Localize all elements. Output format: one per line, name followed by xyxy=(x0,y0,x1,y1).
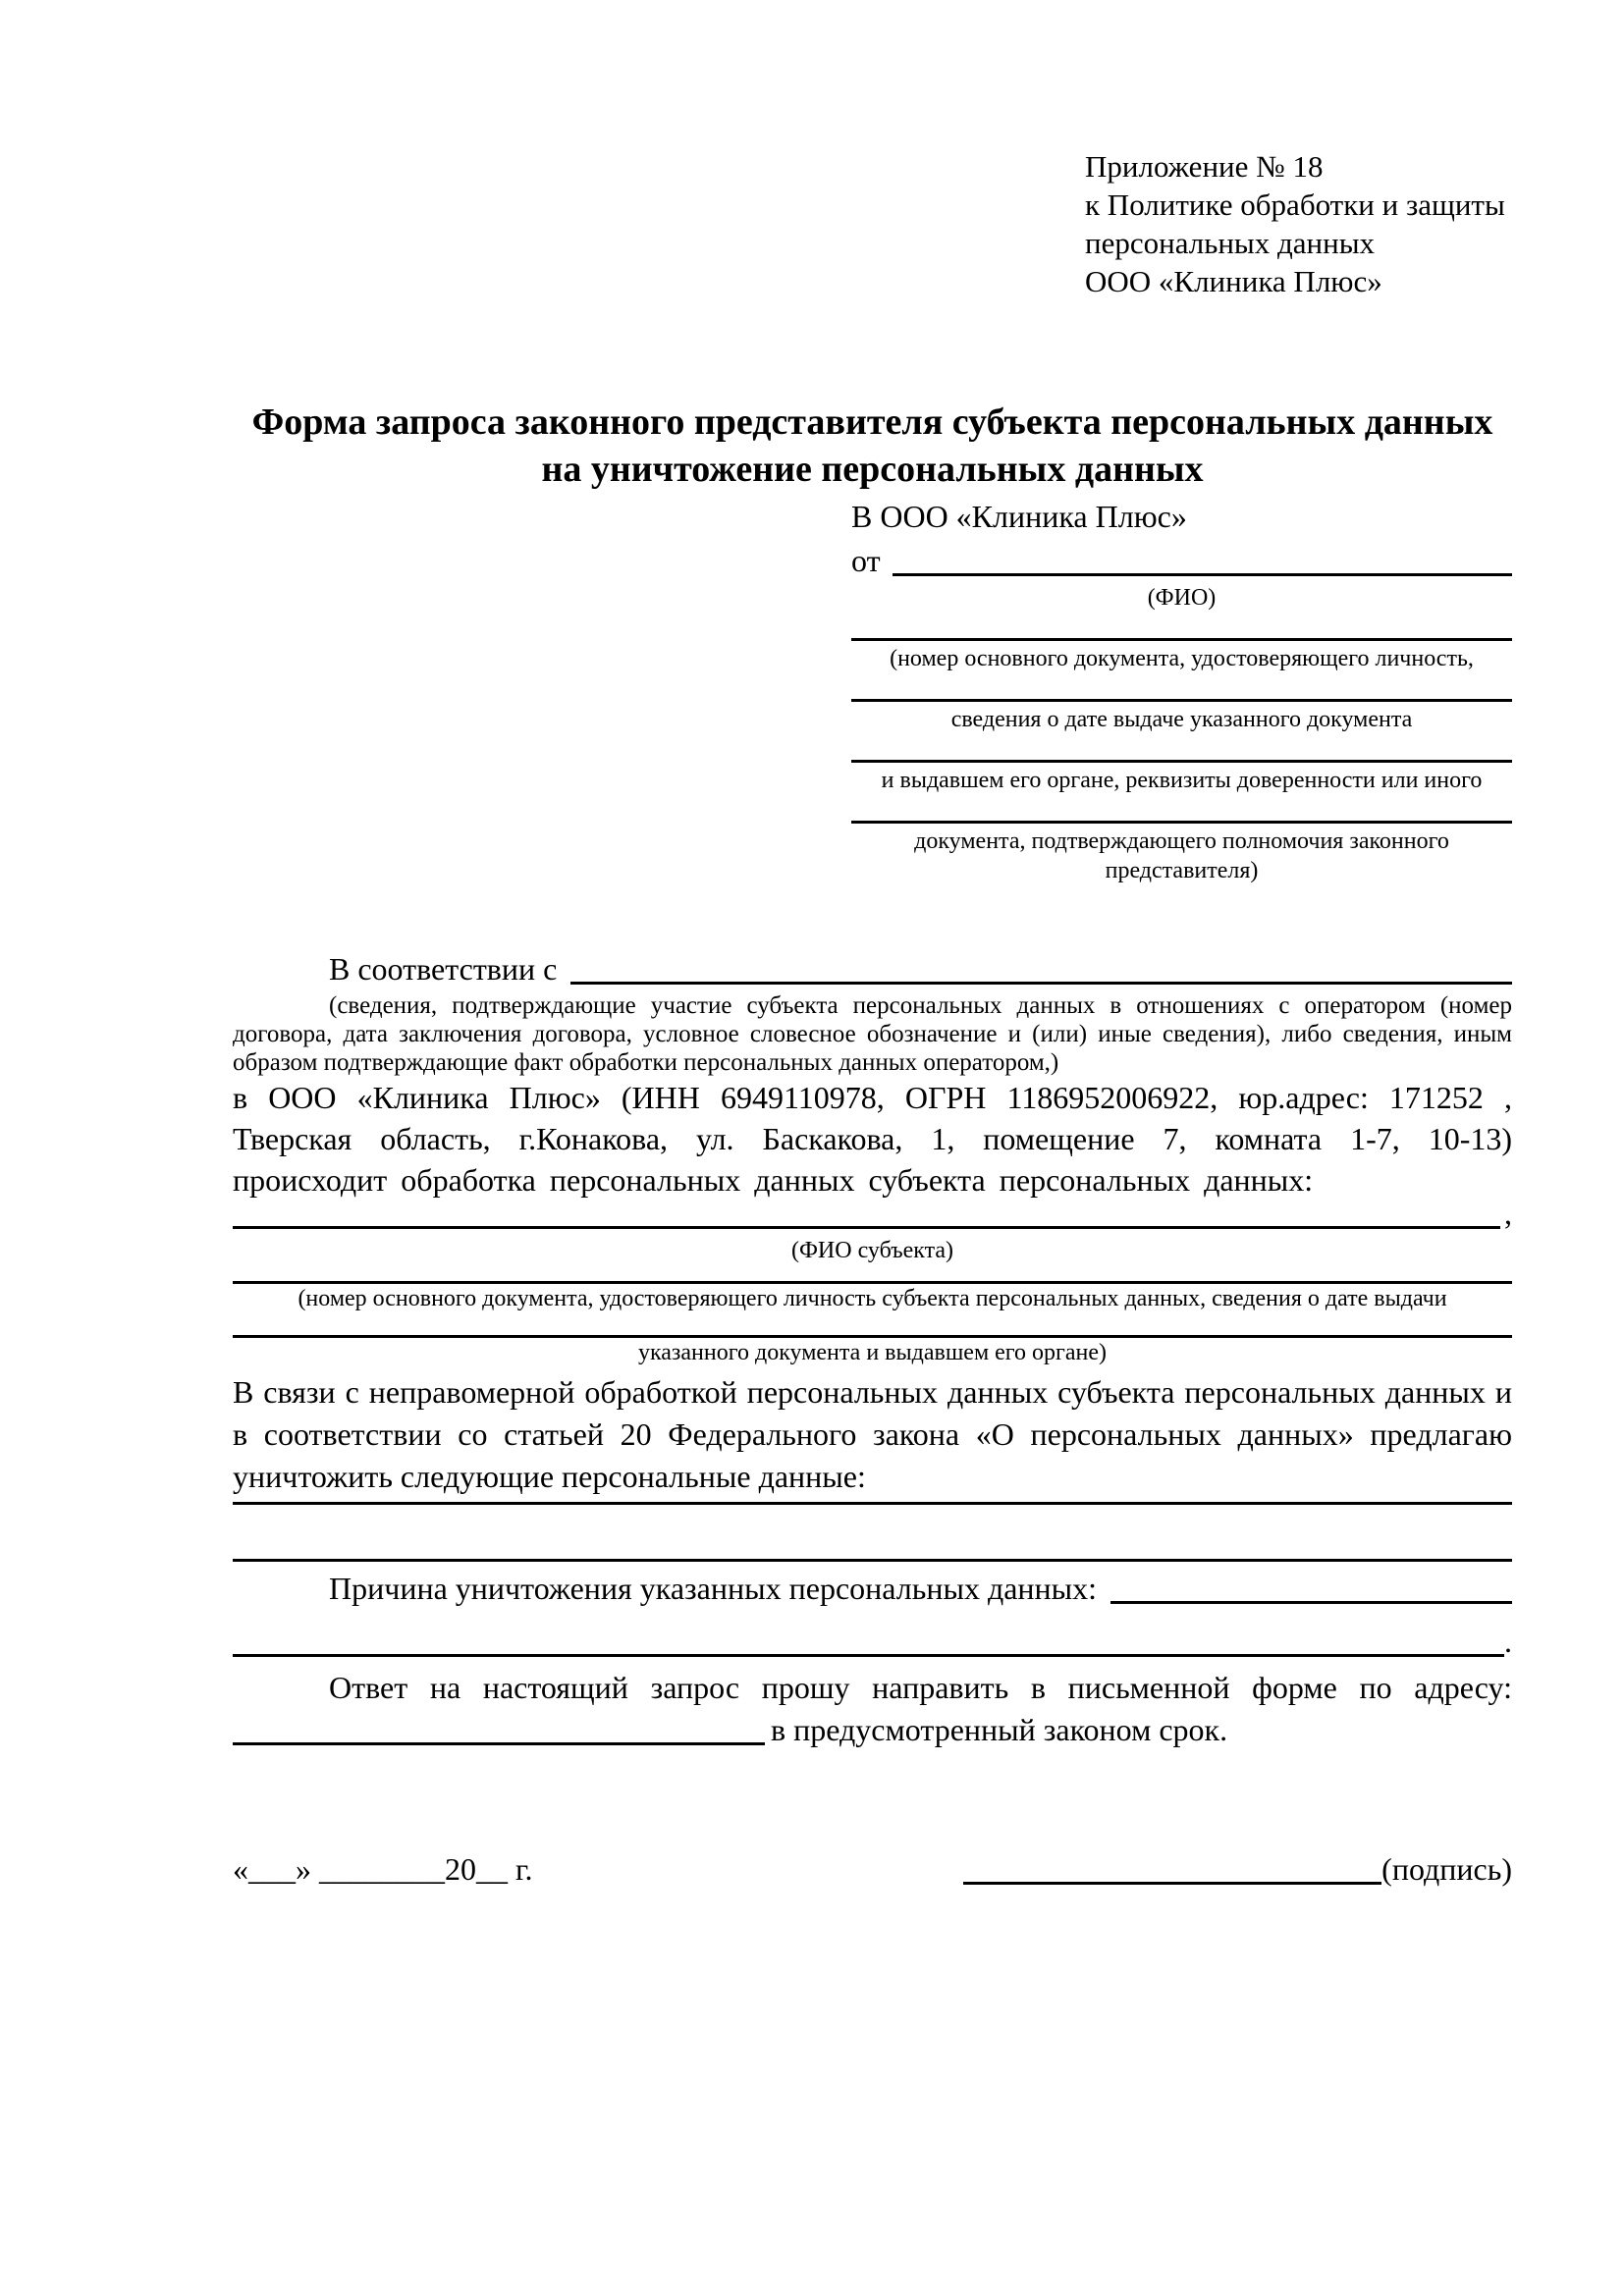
signature-field xyxy=(963,1848,1512,1892)
representative-doc-blank-4[interactable] xyxy=(851,821,1512,824)
reason-label: Причина уничтожения указанных персональных данных: xyxy=(329,1571,1098,1607)
signature-blank[interactable] xyxy=(963,1882,1381,1885)
field-caption: (номер основного документа, удостоверяющего личность, xyxy=(890,646,1474,671)
representative-doc-field xyxy=(851,760,1512,795)
accordance-blank[interactable] xyxy=(570,982,1512,985)
page-title-line-2: на уничтожение персональных данных xyxy=(541,449,1204,490)
reason-blank-2[interactable] xyxy=(233,1654,1504,1657)
representative-doc-field xyxy=(851,638,1512,673)
reason-continuation-row xyxy=(233,1621,1512,1664)
subject-fio-blank[interactable] xyxy=(233,1226,1500,1229)
page-title-line-1: Форма запроса законного представителя субъекта персональных данных xyxy=(251,401,1493,443)
field-caption: сведения о дате выдаче указанного документа xyxy=(950,707,1413,732)
response-address-row xyxy=(233,1709,1512,1752)
response-paragraph: Ответ на настоящий запрос прошу направить в письменной форме по адресу: xyxy=(329,1670,1512,1705)
addressee-to: В ООО «Клиника Плюс» xyxy=(851,499,1187,534)
subject-fio-row xyxy=(233,1196,1512,1236)
from-label: от xyxy=(851,543,881,579)
from-row xyxy=(851,538,1512,583)
page-title xyxy=(233,399,1512,493)
signature-row xyxy=(233,1846,1512,1892)
operator-paragraph: в ООО «Клиника Плюс» (ИНН 6949110978, ОГРН 1186952006922, юр.адрес: 171252 , Тверская область, г.Конакова, ул. Баскакова, 1, помещение 7, комната 1-7, 10-13) происходит обработка персональных данных субъекта персональных данных: xyxy=(233,1080,1512,1198)
signature-caption: (подпись) xyxy=(1381,1851,1512,1888)
accordance-row xyxy=(233,948,1512,991)
reason-blank-1[interactable] xyxy=(1110,1601,1512,1604)
data-to-destroy-blank-1[interactable] xyxy=(233,1502,1512,1505)
accordance-note: (сведения, подтверждающие участие субъекта персональных данных в отношениях с оператором (номер договора, дата заключения договора, условное словесное обозначение и (или) иные сведения), либо сведения, иным образом подтверждающие факт обработки персональных данных оператором,) xyxy=(233,992,1512,1076)
subject-fio-comma: , xyxy=(1504,1196,1512,1232)
appendix-line: персональных данных xyxy=(1085,226,1376,260)
date-field[interactable]: «___» ________20__ г. xyxy=(233,1851,533,1888)
appendix-line: ООО «Клиника Плюс» xyxy=(1085,264,1382,298)
representative-doc-blank-1[interactable] xyxy=(851,638,1512,641)
subject-doc-caption-1: (номер основного документа, удостоверяющего личность субъекта персональных данных, сведения о дате выдачи xyxy=(298,1286,1447,1311)
response-suffix: в предусмотренный законом срок. xyxy=(771,1712,1228,1748)
reason-terminator: . xyxy=(1504,1624,1512,1660)
addressee-block xyxy=(851,495,1512,885)
subject-fio-caption: (ФИО субъекта) xyxy=(790,1238,954,1263)
representative-fio-blank[interactable] xyxy=(893,573,1512,576)
reason-row xyxy=(233,1568,1512,1611)
representative-doc-field xyxy=(851,699,1512,734)
appendix-block xyxy=(1085,147,1512,300)
representative-doc-blank-2[interactable] xyxy=(851,699,1512,702)
appendix-line: к Политике обработки и защиты xyxy=(1085,187,1505,222)
document-content xyxy=(233,147,1512,1892)
appendix-line: Приложение № 18 xyxy=(1085,149,1324,184)
response-address-blank[interactable] xyxy=(233,1742,765,1745)
subject-doc-caption-2: указанного документа и выдавшем его органе) xyxy=(637,1340,1108,1365)
representative-doc-field xyxy=(851,821,1512,885)
fio-caption: (ФИО) xyxy=(1147,585,1217,611)
field-caption: документа, подтверждающего полномочия законного представителя) xyxy=(914,828,1449,883)
representative-doc-blank-3[interactable] xyxy=(851,760,1512,763)
accordance-lead: В соответствии с xyxy=(329,951,558,988)
data-to-destroy-blank-2[interactable] xyxy=(233,1559,1512,1562)
request-paragraph: В связи с неправомерной обработкой персональных данных субъекта персональных данных и в соответствии со статьей 20 Федерального закона «О персональных данных» предлагаю уничтожить следующие персональные данные: xyxy=(233,1374,1512,1494)
field-caption: и выдавшем его органе, реквизиты доверенности или иного xyxy=(881,768,1483,793)
